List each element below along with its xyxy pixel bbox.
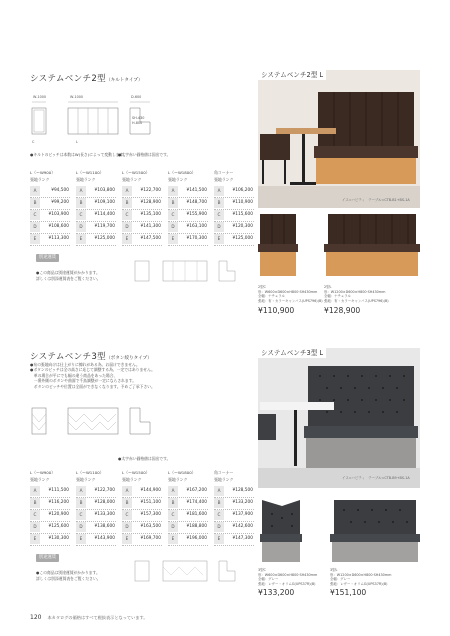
price-cell: ¥143,900: [94, 536, 115, 541]
rank-letter: A: [76, 186, 86, 196]
bench-brown-photo: [258, 70, 420, 208]
rank-letter: C: [214, 510, 224, 520]
rank-letter: D: [168, 522, 178, 532]
rank-letter: E: [214, 234, 224, 244]
rank-letter: E: [76, 534, 86, 544]
section1-note-left: ●キルトのピッチは本数はW(長さ)によって変動します。: [30, 152, 127, 157]
item-spec-line: 形：W600×D600×H800·SH430mm: [258, 572, 318, 577]
section1-title-main: システムベンチ2型: [30, 74, 107, 84]
note-line: 革の場合が平にでも幅の違う商品をあった場合、: [30, 372, 118, 378]
size-header: L（〜W1800）: [168, 470, 196, 475]
price-cell: ¥137,900: [232, 512, 253, 517]
dim-h: H-800: [132, 121, 143, 125]
price-cell: ¥133,200: [232, 500, 253, 505]
price-cell: ¥133,300: [94, 512, 115, 517]
item-code: 3型C: [258, 568, 266, 572]
price-cell: ¥114,400: [94, 212, 115, 217]
dim-w2: W-1000: [70, 95, 84, 99]
row-divider: [168, 245, 208, 246]
code-l: L: [76, 140, 78, 144]
price-cell: ¥110,900: [232, 200, 253, 205]
price-cell: ¥111,500: [48, 488, 69, 493]
bench-brown-c-photo: [258, 214, 298, 278]
price-cell: ¥141,500: [186, 188, 207, 193]
rank-letter: B: [76, 198, 86, 208]
rank-letter: E: [122, 534, 132, 544]
section2-photo-label: システムベンチ3型 L: [258, 348, 326, 358]
rank-letter: A: [30, 186, 40, 196]
bench-grey-photo: [258, 348, 420, 488]
section2-main-photo: [258, 348, 420, 488]
rank-letter: A: [122, 486, 132, 496]
price-cell: ¥108,600: [48, 224, 69, 229]
price-cell: ¥174,400: [186, 500, 207, 505]
section2-price-table: [30, 470, 253, 544]
item-code: 3型L: [330, 568, 338, 572]
price-cell: ¥109,100: [94, 200, 115, 205]
section2-title-main: システムベンチ3型: [30, 352, 107, 362]
price-cell: ¥128,500: [232, 488, 253, 493]
price-cell: ¥99,200: [51, 200, 69, 205]
size-header: L（〜W1100）: [76, 470, 104, 475]
section1-photo-c: [258, 214, 298, 278]
rank-letter: C: [168, 210, 178, 220]
section2-diagram: [30, 394, 160, 450]
price-cell: ¥103,800: [94, 188, 115, 193]
item-spec-line: 全幅：ナチュラル: [258, 294, 285, 299]
size-header: L（〜W1800）: [168, 170, 196, 175]
price-cell: ¥130,300: [48, 536, 69, 541]
rank-letter: D: [76, 222, 86, 232]
rank-letter: D: [30, 522, 40, 532]
rank-letter: A: [122, 186, 132, 196]
footer: [30, 614, 148, 621]
rank-letter: E: [214, 534, 224, 544]
rank-letter: E: [122, 234, 132, 244]
row-divider: [122, 545, 162, 546]
rank-letter: D: [214, 222, 224, 232]
section2-item2-spec: [330, 568, 391, 586]
section1-freight-badge: 別途運賃: [36, 254, 59, 262]
bench-grey-l-photo: [330, 498, 420, 564]
rank-letter: A: [168, 486, 178, 496]
section2-notes-top: [30, 362, 155, 389]
price-cell: ¥196,000: [186, 536, 207, 541]
rank-letter: D: [122, 522, 132, 532]
rank-letter: C: [76, 510, 86, 520]
size-header: 角コーナー: [214, 170, 234, 175]
section1-photo-caption: イス=ハピティ テーブル=CTB-B1+BS-1A: [342, 198, 410, 202]
bench-brown-l-photo: [324, 214, 420, 278]
section2-photo-caption: イス=ハピティ テーブル=CTB-B9+BS-1A: [342, 476, 410, 480]
rank-letter: A: [168, 186, 178, 196]
rank-letter: B: [122, 198, 132, 208]
item-spec-line: 張地：レザー・オリムG(UPS37R)(B): [330, 581, 388, 586]
price-cell: ¥115,600: [232, 212, 253, 217]
rank-letter: B: [30, 498, 40, 508]
price-cell: ¥151,100: [140, 500, 161, 505]
size-header: L（〜W900）: [30, 170, 56, 175]
row-divider: [76, 545, 116, 546]
item-spec-line: 全幅：ナチュラル: [324, 294, 351, 299]
rank-letter: C: [30, 210, 40, 220]
item-code: 2型L: [324, 285, 332, 289]
rank-header: 張地ランク: [214, 177, 234, 182]
price-cell: ¥122,700: [94, 488, 115, 493]
item-spec-line: 全幅：グレー: [330, 577, 351, 582]
price-cell: ¥103,900: [48, 212, 69, 217]
rank-letter: B: [168, 198, 178, 208]
rank-letter: E: [30, 534, 40, 544]
rank-letter: D: [30, 222, 40, 232]
rank-letter: D: [122, 222, 132, 232]
page-number: 120: [30, 614, 42, 621]
section2-freight-badge: 別途運賃: [36, 554, 59, 562]
section2-photo-c: [258, 498, 304, 564]
item-spec-line: 張地：布・カラーキャンバス(UPS796)(B): [258, 298, 323, 303]
note-line: 一番外側のボタンや曲面で千鳥調整が一定にならされます。: [30, 378, 137, 384]
section2-photo-l: [330, 498, 420, 564]
section1-main-photo: [258, 70, 420, 208]
rank-letter: A: [214, 186, 224, 196]
row-divider: [76, 245, 116, 246]
bench-grey-c-photo: [258, 498, 304, 564]
rank-letter: E: [76, 234, 86, 244]
section2-item2-price: ¥151,100: [330, 588, 367, 597]
section2-title: [30, 350, 152, 362]
section1-note-bottom-1: ●この商品は別途運賃がかかります。: [36, 270, 100, 275]
price-cell: ¥181,600: [186, 512, 207, 517]
rank-letter: B: [214, 198, 224, 208]
section2-title-sub: （ボタン絞りタイプ）: [106, 356, 152, 361]
price-cell: ¥169,700: [140, 536, 161, 541]
rank-header: 張地ランク: [214, 477, 234, 482]
section1-item1-price: ¥110,900: [258, 306, 295, 315]
rank-letter: B: [122, 498, 132, 508]
size-header: 角コーナー: [214, 470, 234, 475]
section2-note-right: ●太字赤い価格値は国出です。: [118, 456, 171, 461]
item-spec-line: 全幅：グレー: [258, 577, 279, 582]
rank-letter: A: [214, 486, 224, 496]
rank-header: 張地ランク: [168, 177, 188, 182]
dim-d: D-600: [131, 95, 142, 99]
price-cell: ¥167,200: [186, 488, 207, 493]
section1-note-bottom-2: 詳しくは別添運賃表をご覧ください。: [36, 276, 101, 281]
price-cell: ¥128,900: [140, 200, 161, 205]
note-line: ●ボタンのピッチは全の高さに応じて調整する為、一定ではありません。: [30, 367, 155, 373]
rank-letter: C: [214, 210, 224, 220]
rank-header: 張地ランク: [30, 177, 50, 182]
section2-note-bottom-2: 詳しくは別添運賃表をご覧ください。: [36, 576, 101, 581]
price-cell: ¥142,600: [232, 524, 253, 529]
rank-header: 張地ランク: [76, 177, 96, 182]
price-cell: ¥135,100: [140, 212, 161, 217]
rank-header: 張地ランク: [168, 477, 188, 482]
price-cell: ¥163,500: [140, 524, 161, 529]
section1-price-table: [30, 170, 253, 244]
rank-letter: B: [30, 198, 40, 208]
rank-header: 張地ランク: [122, 177, 142, 182]
rank-letter: B: [214, 498, 224, 508]
price-cell: ¥113,300: [48, 236, 69, 241]
row-divider: [30, 245, 70, 246]
price-cell: ¥125,600: [48, 524, 69, 529]
rank-letter: E: [168, 234, 178, 244]
section2-note-bottom-1: ●この商品は別途運賃がかかります。: [36, 570, 100, 575]
rank-letter: D: [76, 522, 86, 532]
price-cell: ¥125,000: [232, 236, 253, 241]
section1-title-sub: （キルトタイプ）: [106, 78, 143, 83]
rank-letter: A: [30, 486, 40, 496]
price-cell: ¥128,000: [94, 500, 115, 505]
price-cell: ¥116,200: [48, 500, 69, 505]
price-cell: ¥157,300: [140, 512, 161, 517]
section1-item1-spec: [258, 285, 323, 303]
footer-note: 本カタログの価格はすべて税抜表示となっています。: [47, 615, 148, 620]
row-divider: [168, 545, 208, 546]
row-divider: [122, 245, 162, 246]
price-cell: ¥148,700: [186, 200, 207, 205]
price-cell: ¥106,200: [232, 188, 253, 193]
item-code: 2型C: [258, 285, 266, 289]
item-spec-line: 形：W1200×D600×H800·SH430mm: [330, 572, 392, 577]
rank-letter: A: [76, 486, 86, 496]
price-cell: ¥163,100: [186, 224, 207, 229]
size-header: L（〜W1500）: [122, 470, 150, 475]
section1-photo-label: システムベンチ2型 L: [258, 70, 326, 80]
price-cell: ¥144,900: [140, 488, 161, 493]
rank-letter: C: [122, 210, 132, 220]
rank-letter: E: [30, 234, 40, 244]
rank-letter: E: [168, 534, 178, 544]
price-cell: ¥125,000: [94, 236, 115, 241]
section1-note-right: ●太字赤い価格値は国出です。: [118, 152, 171, 157]
rank-letter: B: [76, 498, 86, 508]
rank-letter: B: [168, 498, 178, 508]
rank-header: 張地ランク: [30, 477, 50, 482]
row-divider: [214, 245, 254, 246]
section2-item1-price: ¥133,200: [258, 588, 295, 597]
row-divider: [30, 545, 70, 546]
section1-item2-spec: [324, 285, 389, 303]
price-cell: ¥147,300: [232, 536, 253, 541]
note-line: ●布の張地向けは仕上がりに擦れがある為、お届けできません。: [30, 362, 140, 367]
rank-letter: C: [30, 510, 40, 520]
price-cell: ¥120,900: [48, 512, 69, 517]
rank-header: 張地ランク: [76, 477, 96, 482]
size-header: L（〜W1500）: [122, 170, 150, 175]
dim-sh: SH-430: [132, 116, 145, 120]
price-cell: ¥170,300: [186, 236, 207, 241]
price-cell: ¥122,700: [140, 188, 161, 193]
size-header: L（〜W1100）: [76, 170, 104, 175]
rank-header: 張地ランク: [122, 477, 142, 482]
section2-small-diagram: [133, 553, 243, 587]
code-c: C: [32, 140, 35, 144]
item-spec-line: 形：W1200×D600×H800·SH430mm: [324, 289, 386, 294]
section1-small-diagram: [133, 253, 243, 287]
rank-letter: C: [168, 510, 178, 520]
item-spec-line: 張地：布・カラーキャンバス(UPS796)(B): [324, 298, 389, 303]
item-spec-line: 張地：レザー・オリムG(UPS37R)(B): [258, 581, 316, 586]
section2-item1-spec: [258, 568, 317, 586]
price-cell: ¥94,500: [51, 188, 69, 193]
section1-item2-price: ¥128,900: [324, 306, 361, 315]
dim-w: W-1000: [33, 95, 47, 99]
price-cell: ¥119,700: [94, 224, 115, 229]
price-cell: ¥188,800: [186, 524, 207, 529]
section1-photo-l: [324, 214, 420, 278]
price-cell: ¥141,300: [140, 224, 161, 229]
rank-letter: C: [76, 210, 86, 220]
item-spec-line: 形：W600×D600×H800·SH430mm: [258, 289, 318, 294]
note-line: ボタンのピッチや位置は全面ができなくなります。予めご了承下さい。: [30, 383, 155, 389]
section1-title: [30, 72, 143, 84]
size-header: L（〜W900）: [30, 470, 56, 475]
price-cell: ¥155,900: [186, 212, 207, 217]
rank-letter: C: [122, 510, 132, 520]
price-cell: ¥138,600: [94, 524, 115, 529]
row-divider: [214, 545, 254, 546]
price-cell: ¥147,500: [140, 236, 161, 241]
rank-letter: D: [168, 222, 178, 232]
price-cell: ¥120,300: [232, 224, 253, 229]
rank-letter: D: [214, 522, 224, 532]
